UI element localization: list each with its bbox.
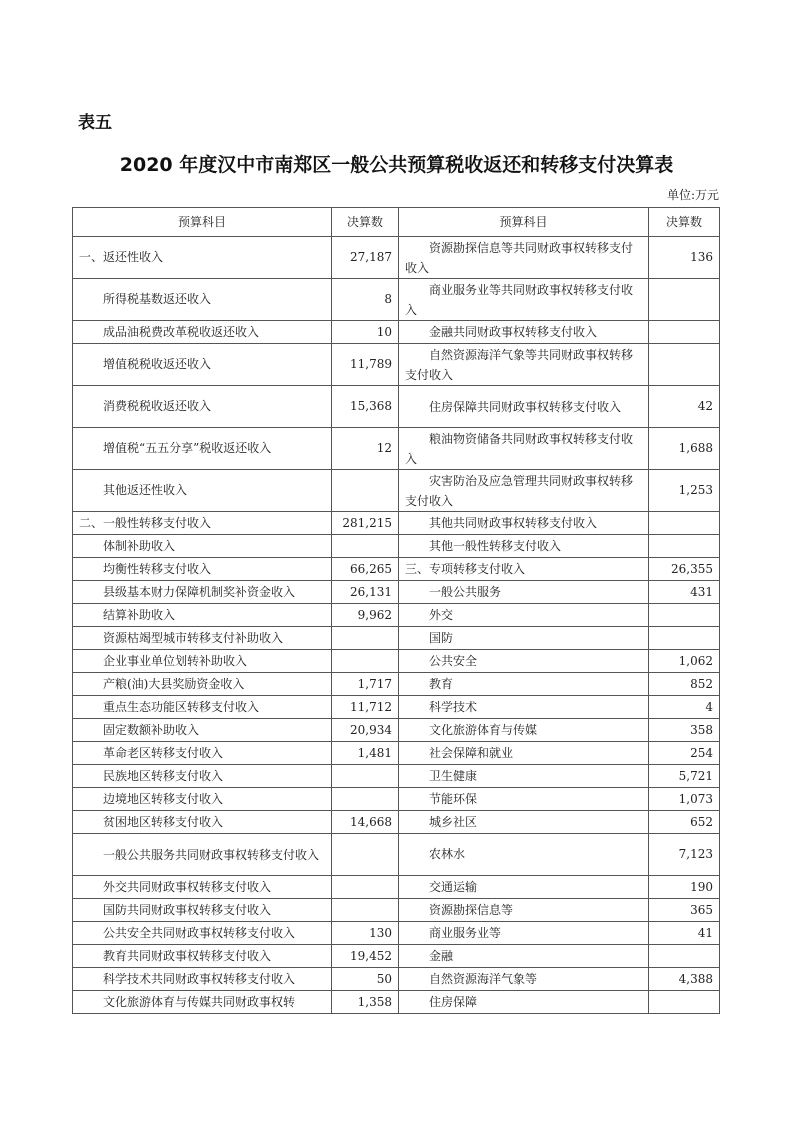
table-row [73, 899, 720, 922]
right-amount-cell: 1,688 [649, 428, 720, 470]
left-subject-cell: 增值税税收返还收入 [73, 344, 332, 386]
header-right-subject: 预算科目 [399, 208, 649, 237]
left-amount-cell: 50 [332, 968, 399, 991]
table-row [73, 788, 720, 811]
right-amount-cell: 190 [649, 876, 720, 899]
right-subject-cell: 科学技术 [399, 696, 649, 719]
left-subject-cell: 资源枯竭型城市转移支付补助收入 [73, 627, 332, 650]
left-subject-cell: 边境地区转移支付收入 [73, 788, 332, 811]
left-subject-cell: 民族地区转移支付收入 [73, 765, 332, 788]
left-subject-cell: 一、返还性收入 [73, 237, 332, 279]
table-row [73, 765, 720, 788]
right-amount-cell: 1,253 [649, 470, 720, 512]
left-amount-cell [332, 470, 399, 512]
left-amount-cell: 15,368 [332, 386, 399, 428]
left-subject-cell: 科学技术共同财政事权转移支付收入 [73, 968, 332, 991]
table-row [73, 673, 720, 696]
left-amount-cell: 1,481 [332, 742, 399, 765]
right-subject-cell: 其他一般性转移支付收入 [399, 535, 649, 558]
left-subject-cell: 企业事业单位划转补助收入 [73, 650, 332, 673]
left-subject-cell: 教育共同财政事权转移支付收入 [73, 945, 332, 968]
right-subject-cell: 三、专项转移支付收入 [399, 558, 649, 581]
left-subject-cell: 革命老区转移支付收入 [73, 742, 332, 765]
right-amount-cell: 1,062 [649, 650, 720, 673]
left-subject-cell: 结算补助收入 [73, 604, 332, 627]
left-subject-cell: 其他返还性收入 [73, 470, 332, 512]
right-amount-cell [649, 991, 720, 1014]
right-amount-cell [649, 945, 720, 968]
right-amount-cell [649, 512, 720, 535]
left-amount-cell: 10 [332, 321, 399, 344]
right-amount-cell: 254 [649, 742, 720, 765]
right-amount-cell [649, 279, 720, 321]
left-amount-cell [332, 650, 399, 673]
left-subject-cell: 重点生态功能区转移支付收入 [73, 696, 332, 719]
right-subject-cell: 节能环保 [399, 788, 649, 811]
table-row [73, 321, 720, 344]
left-amount-cell: 12 [332, 428, 399, 470]
right-amount-cell: 7,123 [649, 834, 720, 876]
right-amount-cell [649, 627, 720, 650]
unit-label: 单位:万元 [666, 188, 719, 202]
table-row [73, 279, 720, 321]
table-row [73, 581, 720, 604]
table-row [73, 535, 720, 558]
right-subject-cell: 公共安全 [399, 650, 649, 673]
left-amount-cell [332, 899, 399, 922]
table-row [73, 558, 720, 581]
left-amount-cell [332, 788, 399, 811]
right-subject-cell: 国防 [399, 627, 649, 650]
right-amount-cell: 652 [649, 811, 720, 834]
right-amount-cell: 365 [649, 899, 720, 922]
right-amount-cell [649, 535, 720, 558]
right-amount-cell: 26,355 [649, 558, 720, 581]
left-subject-cell: 公共安全共同财政事权转移支付收入 [73, 922, 332, 945]
table-body [73, 237, 720, 1014]
table-row [73, 945, 720, 968]
right-subject-cell: 资源勘探信息等 [399, 899, 649, 922]
right-amount-cell [649, 604, 720, 627]
right-amount-cell: 42 [649, 386, 720, 428]
left-amount-cell: 9,962 [332, 604, 399, 627]
table-row [73, 650, 720, 673]
right-subject-cell: 文化旅游体育与传媒 [399, 719, 649, 742]
right-subject-cell: 资源勘探信息等共同财政事权转移支付收入 [399, 237, 649, 279]
right-subject-cell: 商业服务业等 [399, 922, 649, 945]
left-amount-cell: 130 [332, 922, 399, 945]
right-subject-cell: 卫生健康 [399, 765, 649, 788]
right-amount-cell: 41 [649, 922, 720, 945]
left-subject-cell: 二、一般性转移支付收入 [73, 512, 332, 535]
left-amount-cell: 27,187 [332, 237, 399, 279]
header-left-amount: 决算数 [332, 208, 399, 237]
table-row [73, 512, 720, 535]
left-amount-cell: 11,712 [332, 696, 399, 719]
right-amount-cell: 431 [649, 581, 720, 604]
right-subject-cell: 灾害防治及应急管理共同财政事权转移支付收入 [399, 470, 649, 512]
right-subject-cell: 自然资源海洋气象等共同财政事权转移支付收入 [399, 344, 649, 386]
left-subject-cell: 体制补助收入 [73, 535, 332, 558]
left-amount-cell: 19,452 [332, 945, 399, 968]
table-row [73, 604, 720, 627]
right-subject-cell: 其他共同财政事权转移支付收入 [399, 512, 649, 535]
left-amount-cell [332, 765, 399, 788]
left-amount-cell [332, 876, 399, 899]
right-subject-cell: 农林水 [399, 834, 649, 876]
left-amount-cell: 1,358 [332, 991, 399, 1014]
table-label: 表五 [78, 113, 112, 133]
right-amount-cell: 136 [649, 237, 720, 279]
right-amount-cell: 1,073 [649, 788, 720, 811]
right-subject-cell: 商业服务业等共同财政事权转移支付收入 [399, 279, 649, 321]
right-subject-cell: 住房保障 [399, 991, 649, 1014]
right-subject-cell: 社会保障和就业 [399, 742, 649, 765]
left-subject-cell: 成品油税费改革税收返还收入 [73, 321, 332, 344]
table-row [73, 428, 720, 470]
table-row [73, 237, 720, 279]
header-left-subject: 预算科目 [73, 208, 332, 237]
right-amount-cell: 5,721 [649, 765, 720, 788]
table-row [73, 968, 720, 991]
left-subject-cell: 国防共同财政事权转移支付收入 [73, 899, 332, 922]
left-subject-cell: 均衡性转移支付收入 [73, 558, 332, 581]
left-amount-cell: 20,934 [332, 719, 399, 742]
table-row [73, 386, 720, 428]
left-subject-cell: 外交共同财政事权转移支付收入 [73, 876, 332, 899]
table-row [73, 719, 720, 742]
left-amount-cell [332, 627, 399, 650]
left-subject-cell: 贫困地区转移支付收入 [73, 811, 332, 834]
left-amount-cell: 11,789 [332, 344, 399, 386]
left-subject-cell: 产粮(油)大县奖励资金收入 [73, 673, 332, 696]
left-amount-cell: 66,265 [332, 558, 399, 581]
right-amount-cell: 4 [649, 696, 720, 719]
right-subject-cell: 金融 [399, 945, 649, 968]
right-subject-cell: 教育 [399, 673, 649, 696]
right-amount-cell: 852 [649, 673, 720, 696]
left-subject-cell: 消费税税收返还收入 [73, 386, 332, 428]
right-subject-cell: 住房保障共同财政事权转移支付收入 [399, 386, 649, 428]
right-subject-cell: 城乡社区 [399, 811, 649, 834]
left-subject-cell: 固定数额补助收入 [73, 719, 332, 742]
table-row [73, 470, 720, 512]
table-row [73, 922, 720, 945]
left-amount-cell: 26,131 [332, 581, 399, 604]
left-subject-cell: 一般公共服务共同财政事权转移支付收入 [73, 834, 332, 876]
right-amount-cell: 4,388 [649, 968, 720, 991]
left-subject-cell: 增值税“五五分享”税收返还收入 [73, 428, 332, 470]
left-amount-cell [332, 834, 399, 876]
table-row [73, 696, 720, 719]
left-amount-cell: 14,668 [332, 811, 399, 834]
left-subject-cell: 县级基本财力保障机制奖补资金收入 [73, 581, 332, 604]
left-amount-cell: 8 [332, 279, 399, 321]
left-amount-cell: 1,717 [332, 673, 399, 696]
table-row [73, 627, 720, 650]
table-row [73, 876, 720, 899]
table-row [73, 834, 720, 876]
document-title: 2020 年度汉中市南郑区一般公共预算税收返还和转移支付决算表 [119, 154, 674, 176]
right-subject-cell: 一般公共服务 [399, 581, 649, 604]
right-subject-cell: 外交 [399, 604, 649, 627]
right-amount-cell [649, 344, 720, 386]
right-subject-cell: 自然资源海洋气象等 [399, 968, 649, 991]
left-amount-cell: 281,215 [332, 512, 399, 535]
table-row [73, 991, 720, 1014]
right-subject-cell: 交通运输 [399, 876, 649, 899]
right-subject-cell: 粮油物资储备共同财政事权转移支付收入 [399, 428, 649, 470]
left-amount-cell [332, 535, 399, 558]
left-subject-cell: 所得税基数返还收入 [73, 279, 332, 321]
header-row [73, 208, 720, 237]
right-amount-cell [649, 321, 720, 344]
right-subject-cell: 金融共同财政事权转移支付收入 [399, 321, 649, 344]
table-row [73, 344, 720, 386]
budget-table [72, 207, 720, 1014]
table-row [73, 811, 720, 834]
right-amount-cell: 358 [649, 719, 720, 742]
table-row [73, 742, 720, 765]
header-right-amount: 决算数 [649, 208, 720, 237]
left-subject-cell: 文化旅游体育与传媒共同财政事权转 [73, 991, 332, 1014]
